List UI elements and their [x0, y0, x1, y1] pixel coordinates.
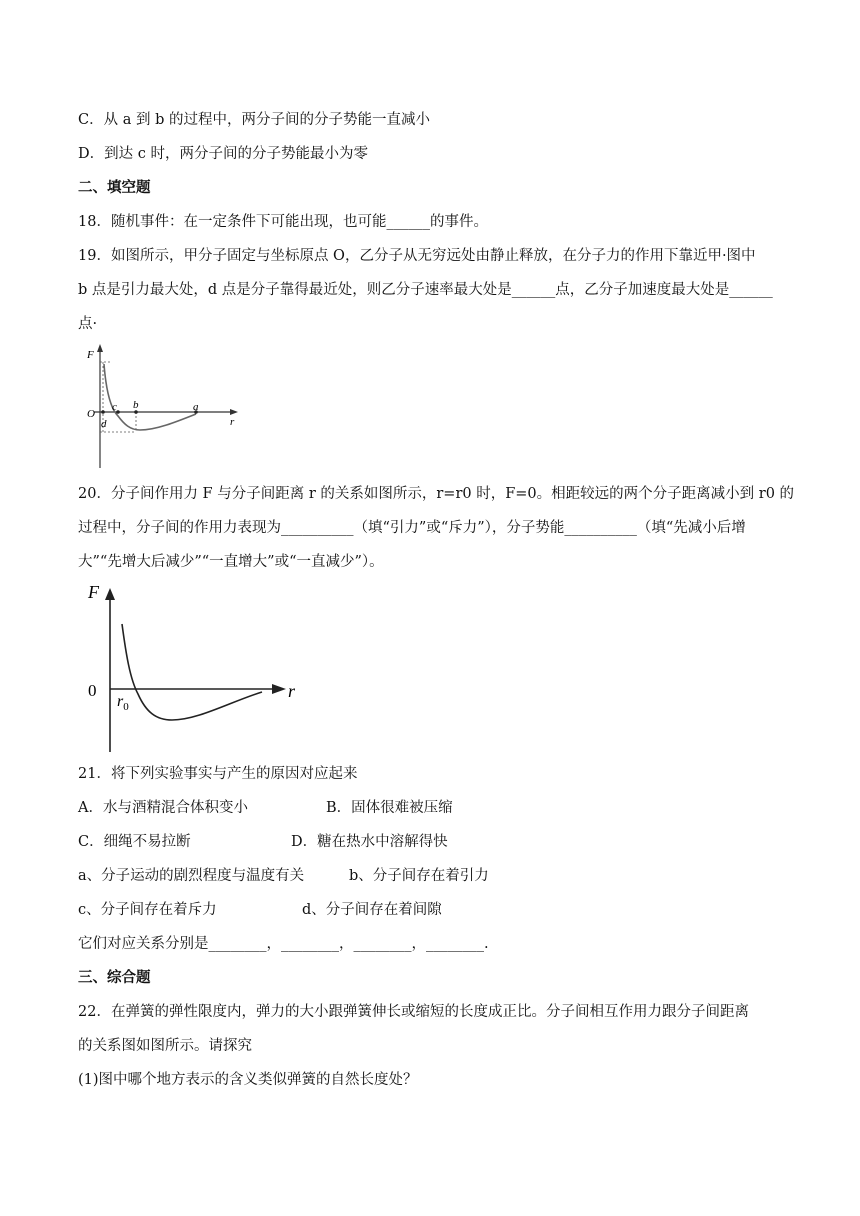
fig1-label-F: F	[87, 349, 94, 361]
option-c: C．从 a 到 b 的过程中，两分子间的分子势能一直减小	[78, 112, 430, 128]
option-d: D．到达 c 时，两分子间的分子势能最小为零	[78, 146, 368, 162]
question-18: 18．随机事件：在一定条件下可能出现，也可能______的事件。	[78, 214, 488, 230]
question-21: 21．将下列实验事实与产生的原因对应起来	[78, 766, 358, 782]
question-20-line3: 大”“先增大后减少”“一直增大”或“一直减少”）。	[78, 554, 384, 570]
question-19-line2: b 点是引力最大处，d 点是分子靠得最近处，则乙分子速率最大处是______点，乙分子加速度最大处是______	[78, 282, 773, 298]
figure-20-force-graph	[80, 574, 310, 754]
question-22-sub1: (1)图中哪个地方表示的含义类似弹簧的自然长度处？	[78, 1072, 418, 1088]
question-20-line2: 过程中，分子间的作用力表现为__________（填“引力”或“斥力”），分子势能__________（填“先减小后增	[78, 520, 746, 536]
question-22-line1: 22．在弹簧的弹性限度内，弹力的大小跟弹簧伸长或缩短的长度成正比。分子间相互作用力跟分子间距离	[78, 1004, 749, 1020]
fig1-label-c: c	[112, 401, 117, 413]
q21-answer-line: 它们对应关系分别是________，________，________，________.	[78, 936, 489, 952]
q21-reason-b: b、分子间存在着引力	[349, 868, 489, 884]
fig1-label-r: r	[230, 416, 235, 428]
q21-option-D: D．糖在热水中溶解得快	[291, 834, 448, 850]
q21-reason-a: a、分子运动的剧烈程度与温度有关	[78, 868, 305, 884]
question-19-line3: 点·	[78, 316, 98, 332]
fig2-label-F: F	[88, 582, 99, 602]
q21-option-A: A．水与酒精混合体积变小	[78, 800, 248, 816]
section-fill-blank-heading: 二、填空题	[78, 179, 151, 196]
fig2-label-zero: 0	[88, 681, 97, 700]
q21-option-C: C．细绳不易拉断	[78, 834, 191, 850]
fig1-label-d: d	[101, 418, 107, 430]
fig2-label-r0: $r_0$	[117, 693, 129, 713]
question-20-line1: 20．分子间作用力 F 与分子间距离 r 的关系如图所示，r=r0 时，F=0。相距较远的两个分子距离减小到 r0 的	[78, 486, 795, 502]
figure-19-force-graph	[84, 340, 244, 470]
question-19-line1: 19．如图所示，甲分子固定与坐标原点 O，乙分子从无穷远处由静止释放，在分子力的作用下靠近甲·图中	[78, 248, 756, 264]
q21-reason-c: c、分子间存在着斥力	[78, 902, 217, 918]
question-22-line2: 的关系图如图所示。请探究	[78, 1038, 252, 1054]
fig1-label-a: a	[193, 401, 199, 413]
fig1-label-b: b	[133, 399, 139, 411]
section-comprehensive-heading: 三、综合题	[78, 969, 151, 986]
q21-reason-d: d、分子间存在着间隙	[302, 902, 442, 918]
fig2-label-r: r	[288, 681, 296, 701]
q21-option-B: B．固体很难被压缩	[326, 800, 453, 816]
fig1-label-O: O	[87, 408, 95, 420]
